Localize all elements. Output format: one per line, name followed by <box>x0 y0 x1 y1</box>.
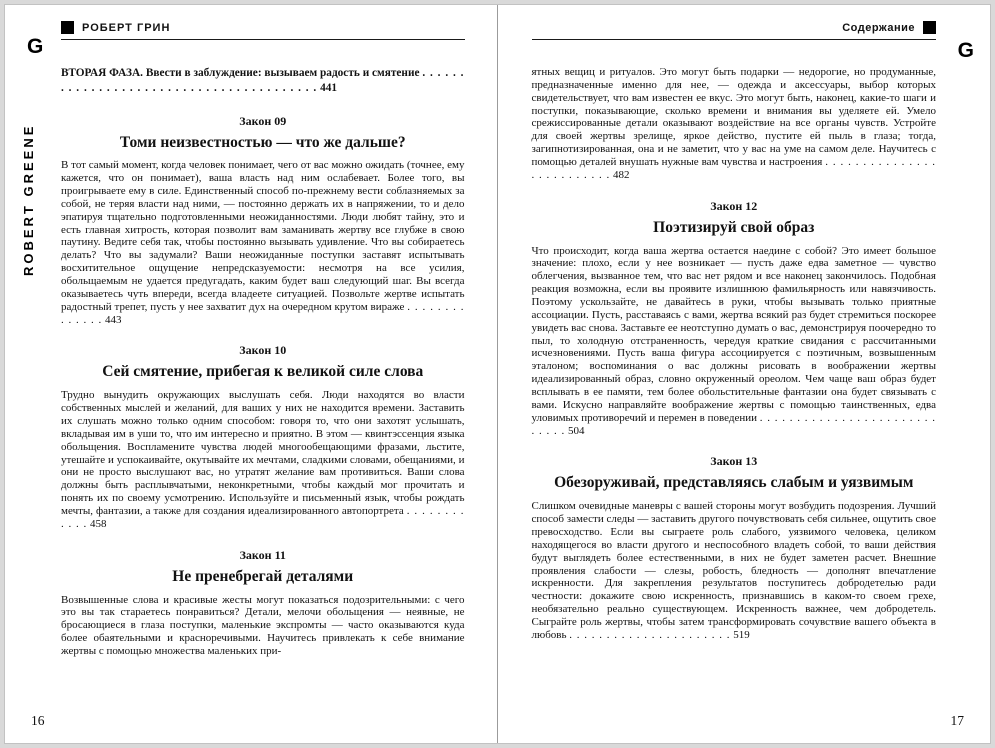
phase-heading-text: ВТОРАЯ ФАЗА. Ввести в заблуждение: вызываем радость и смятение <box>61 67 420 79</box>
law-label: Закон 11 <box>239 547 286 562</box>
left-margin-letter-g: G <box>27 35 44 58</box>
phase-leader-dots: . . . . . . . . . . . . . . . . . . . . . . . . . . . . . . . . . . . . . . . . <box>61 67 465 95</box>
law-summary <box>61 594 465 658</box>
page-ref: 458 <box>90 517 107 530</box>
left-page <box>5 5 498 743</box>
logo-square-icon <box>61 21 74 34</box>
law-label: Закон 12 <box>710 198 758 213</box>
right-page <box>498 5 991 743</box>
page-ref: 443 <box>105 313 122 326</box>
page-ref: 504 <box>568 424 585 437</box>
running-title-author: РОБЕРТ ГРИН <box>82 21 171 34</box>
law-title: Поэтизируй свой образ <box>653 218 815 236</box>
right-page-content <box>532 21 937 727</box>
page-ref: 519 <box>733 628 750 641</box>
phase-heading <box>61 66 465 97</box>
law-summary-continuation <box>532 66 937 182</box>
law-summary-text: Трудно вынудить окружающих выслушать себя. Люди находятся во власти собственных мыслей и желаний, для ваших у них не находится времени. Заставить их слушать можно только одним способом: говоря то, что они захотят услышать, вкладывая им в уши то, что им интересно и приятно. В этом — квинтэссенция языка обольщения. Воспламените чувства людей многообещающими фразами, льстите, утешайте и успокаивайте, окутывайте их мечтами, сладкими словами, обещаниями, и они не просто выслушают вас, но утратят желание вам противиться. Ваши слова должны быть расплывчатыми, неконкретными, чтобы каждый мог прочитать и понять их по своему усмотрению. Используйте и письменный язык, чтобы рождать мечты, фантазии, а также для создания идеализированного автопортрета <box>61 389 465 518</box>
law-title: Обезоруживай, представляясь слабым и уязвимым <box>554 474 914 492</box>
right-head-rule <box>532 39 937 40</box>
page-ref: 482 <box>613 168 630 181</box>
law-summary-text: В тот самый момент, когда человек понимает, чего от вас можно ожидать (точнее, ему кажется, что он понимает), ваша власть над ним ослабевает. Более того, вы проигрываете ему в силе. Единственный способ по-прежнему вести соблазняемых за собой, не теряя власти над ними, — постоянно держать их в напряжении, то и дело эпатируя тщательно подготовленными неожиданностями. Люди любят тайну, это и есть главная хитрость, которая позволит вам заманивать жертву все глубже в свою паутину. Ведите себя так, чтобы постоянно вызывать удивление. Что вы собираетесь делать? Что вы задумали? Ваши неожиданные поступки заставят испытывать восхитительное ощущение непредсказуемости: несмотря на все усилия, обольщаемым не удается предугадать, каким будет ваш следующий шаг. Вы всегда оказываетесь чуть впереди, всегда владеете ситуацией. Позвольте жертве испытать радостный трепет, пусть у нее захватит дух на очередном крутом вираже <box>61 159 465 313</box>
law-summary-text: ятных вещиц и ритуалов. Это могут быть подарки — недорогие, но продуманные, предназначенные именно для нее, — одежда и аксессуары, выбор которых свидетельствует, что вам известен ее вкус. Это могут быть, наконец, какие-то шаги и поступки, показывающие, сколько времени и внимания вы уделяете ей. Умело срежиссированные детали оказывают воздействие на все органы чувств. Устройте для своей жертвы зрелище, яркое действо, пустите ей пыль в глаза; тогда, загипнотизированная, она и не заметит, что у вас на уме на самом деле. Научитесь с помощью деталей внушать нужные вам чувства и настроения <box>531 66 936 169</box>
law-summary-text: Возвышенные слова и красивые жесты могут показаться подозрительными: с чего это вы так стараетесь понравиться? Детали, мелочи обольщения — неявные, не бросающиеся в глаза поступки, маленькие экспромты — часто оказываются куда более обаятельными и красноречивыми. Научитесь привлекать к себе внимание жертвы с помощью множества маленьких при- <box>61 593 465 657</box>
law-title: Сей смятение, прибегая к великой силе слова <box>102 363 424 381</box>
left-head-rule <box>61 39 465 40</box>
right-margin-letter-g: G <box>957 39 974 62</box>
leader-dots: . . . . . . . . . . . . . . <box>61 300 465 326</box>
law-label: Закон 13 <box>710 454 758 469</box>
leader-dots: . . . . . . . . . . . . . . . . . . . . . . <box>569 628 731 641</box>
leader-dots: . . . . . . . . . . . . . . . . . . . . . . . . . . <box>531 156 937 181</box>
spine-author-text: ROBERT GREENE <box>21 123 36 276</box>
law-label: Закон 09 <box>239 113 287 128</box>
law-label: Закон 10 <box>239 343 287 358</box>
left-page-content <box>61 21 465 727</box>
law-summary <box>61 159 465 326</box>
law-summary <box>532 245 937 438</box>
law-title: Не пренебрегай деталями <box>172 567 354 585</box>
page-number-left: 16 <box>31 713 45 728</box>
right-running-head <box>532 21 937 39</box>
book-spread <box>4 4 991 744</box>
running-title-contents: Содержание <box>842 21 915 34</box>
leader-dots: . . . . . . . . . . . . <box>61 505 465 530</box>
law-summary <box>532 500 937 641</box>
left-running-head <box>61 21 465 39</box>
law-summary <box>61 389 465 530</box>
law-summary-text: Слишком очевидные маневры с вашей стороны могут возбудить подозрения. Лучший способ замести следы — заставить другого почувствовать себя сильнее, ощутить свое превосходство. Если вы сыграете роль слабого, уязвимого человека, целиком находящегося во власти другого и неспособного владеть собой, то ваши действия будут выглядеть более естественными, в них не будет заметен расчет. Внешние проявления слабости — слезы, робость, бледность — дополнят впечатление искренности. Для закрепления результатов поступитесь добродетелью ради честности: докажите свою искренность, признавшись в каком-то своем грехе, необязательно реально существующем. Искренность важнее, чем добродетель. Сыграйте роль жертвы, чтобы затем трансформировать сочувствие вашего объекта в любовь <box>531 500 936 641</box>
law-summary-text: Что происходит, когда ваша жертва остается наедине с собой? Это имеет большое значение: плохо, если у нее возникает — пусть даже едва заметное — чувство облегчения, вызванное тем, что вас нет рядом и все наконец закончилось. Подобная реакция возможна, если вы проявите излишнюю фамильярность или навязчивость. Поэтому ускользайте, не давайтесь в руки, чтобы вызывать только приятные ассоциации. Пусть, расставаясь с вами, жертва всякий раз будет стремиться поскорее увидеть вас снова. Заставьте ее неотступно думать о вас, демонстрируя поочередно то пыл, то холодную отстраненность, чередуя краткие свидания с рассчитанными исчезновениями. Пусть ваша фигура ассоциируется с поэтичным, возвышенным эталоном; воспоминания о вас должны рисовать в воображении жертвы идеализированный образ, словно окруженный ореолом. Чем чаще ваш образ будет всплывать в ее памяти, тем более обольстительные фантазии она будет связывать с вами. Искусно направляйте воображение жертвы с помощью таинственных, едва уловимых противоречий и перемен в поведении <box>531 244 936 424</box>
leader-dots: . . . . . . . . . . . . . . . . . . . . . . . . . . . . . <box>531 411 937 437</box>
law-title: Томи неизвестностью — что же дальше? <box>119 133 406 151</box>
phase-page-ref: 441 <box>320 82 338 95</box>
logo-square-icon <box>923 21 936 34</box>
page-number-right: 17 <box>950 713 964 728</box>
